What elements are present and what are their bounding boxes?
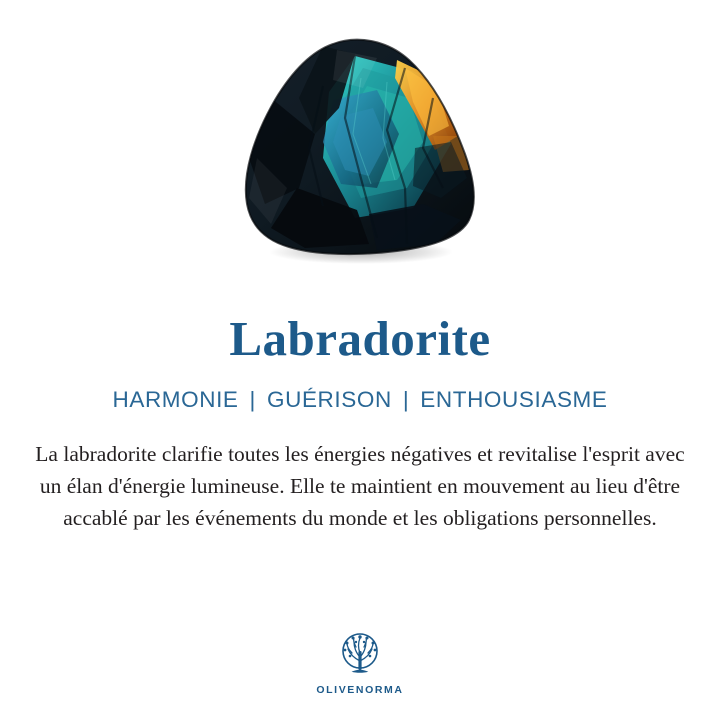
stone-image-area	[0, 0, 720, 286]
keyword-list	[112, 387, 607, 413]
keyword-separator-2: |	[402, 387, 410, 412]
brand-logo	[0, 631, 720, 696]
tree-of-life-icon	[332, 631, 388, 681]
keyword-2: GUÉRISON	[267, 387, 392, 412]
labradorite-stone-icon	[237, 38, 483, 264]
brand-name: OLIVENORMA	[316, 684, 404, 696]
labradorite-stone-image	[237, 38, 483, 264]
keyword-1: HARMONIE	[112, 387, 239, 412]
keyword-3: ENTHOUSIASME	[420, 387, 608, 412]
keyword-separator-1: |	[249, 387, 256, 412]
product-description: La labradorite clarifie toutes les énergies négatives et revitalise l'esprit avec un élan d'énergie lumineuse. Elle te maintient en mouvement au lieu d'être accablé par les événements du monde et les obligations personnelles.	[35, 442, 685, 530]
product-title: Labradorite	[229, 311, 491, 366]
